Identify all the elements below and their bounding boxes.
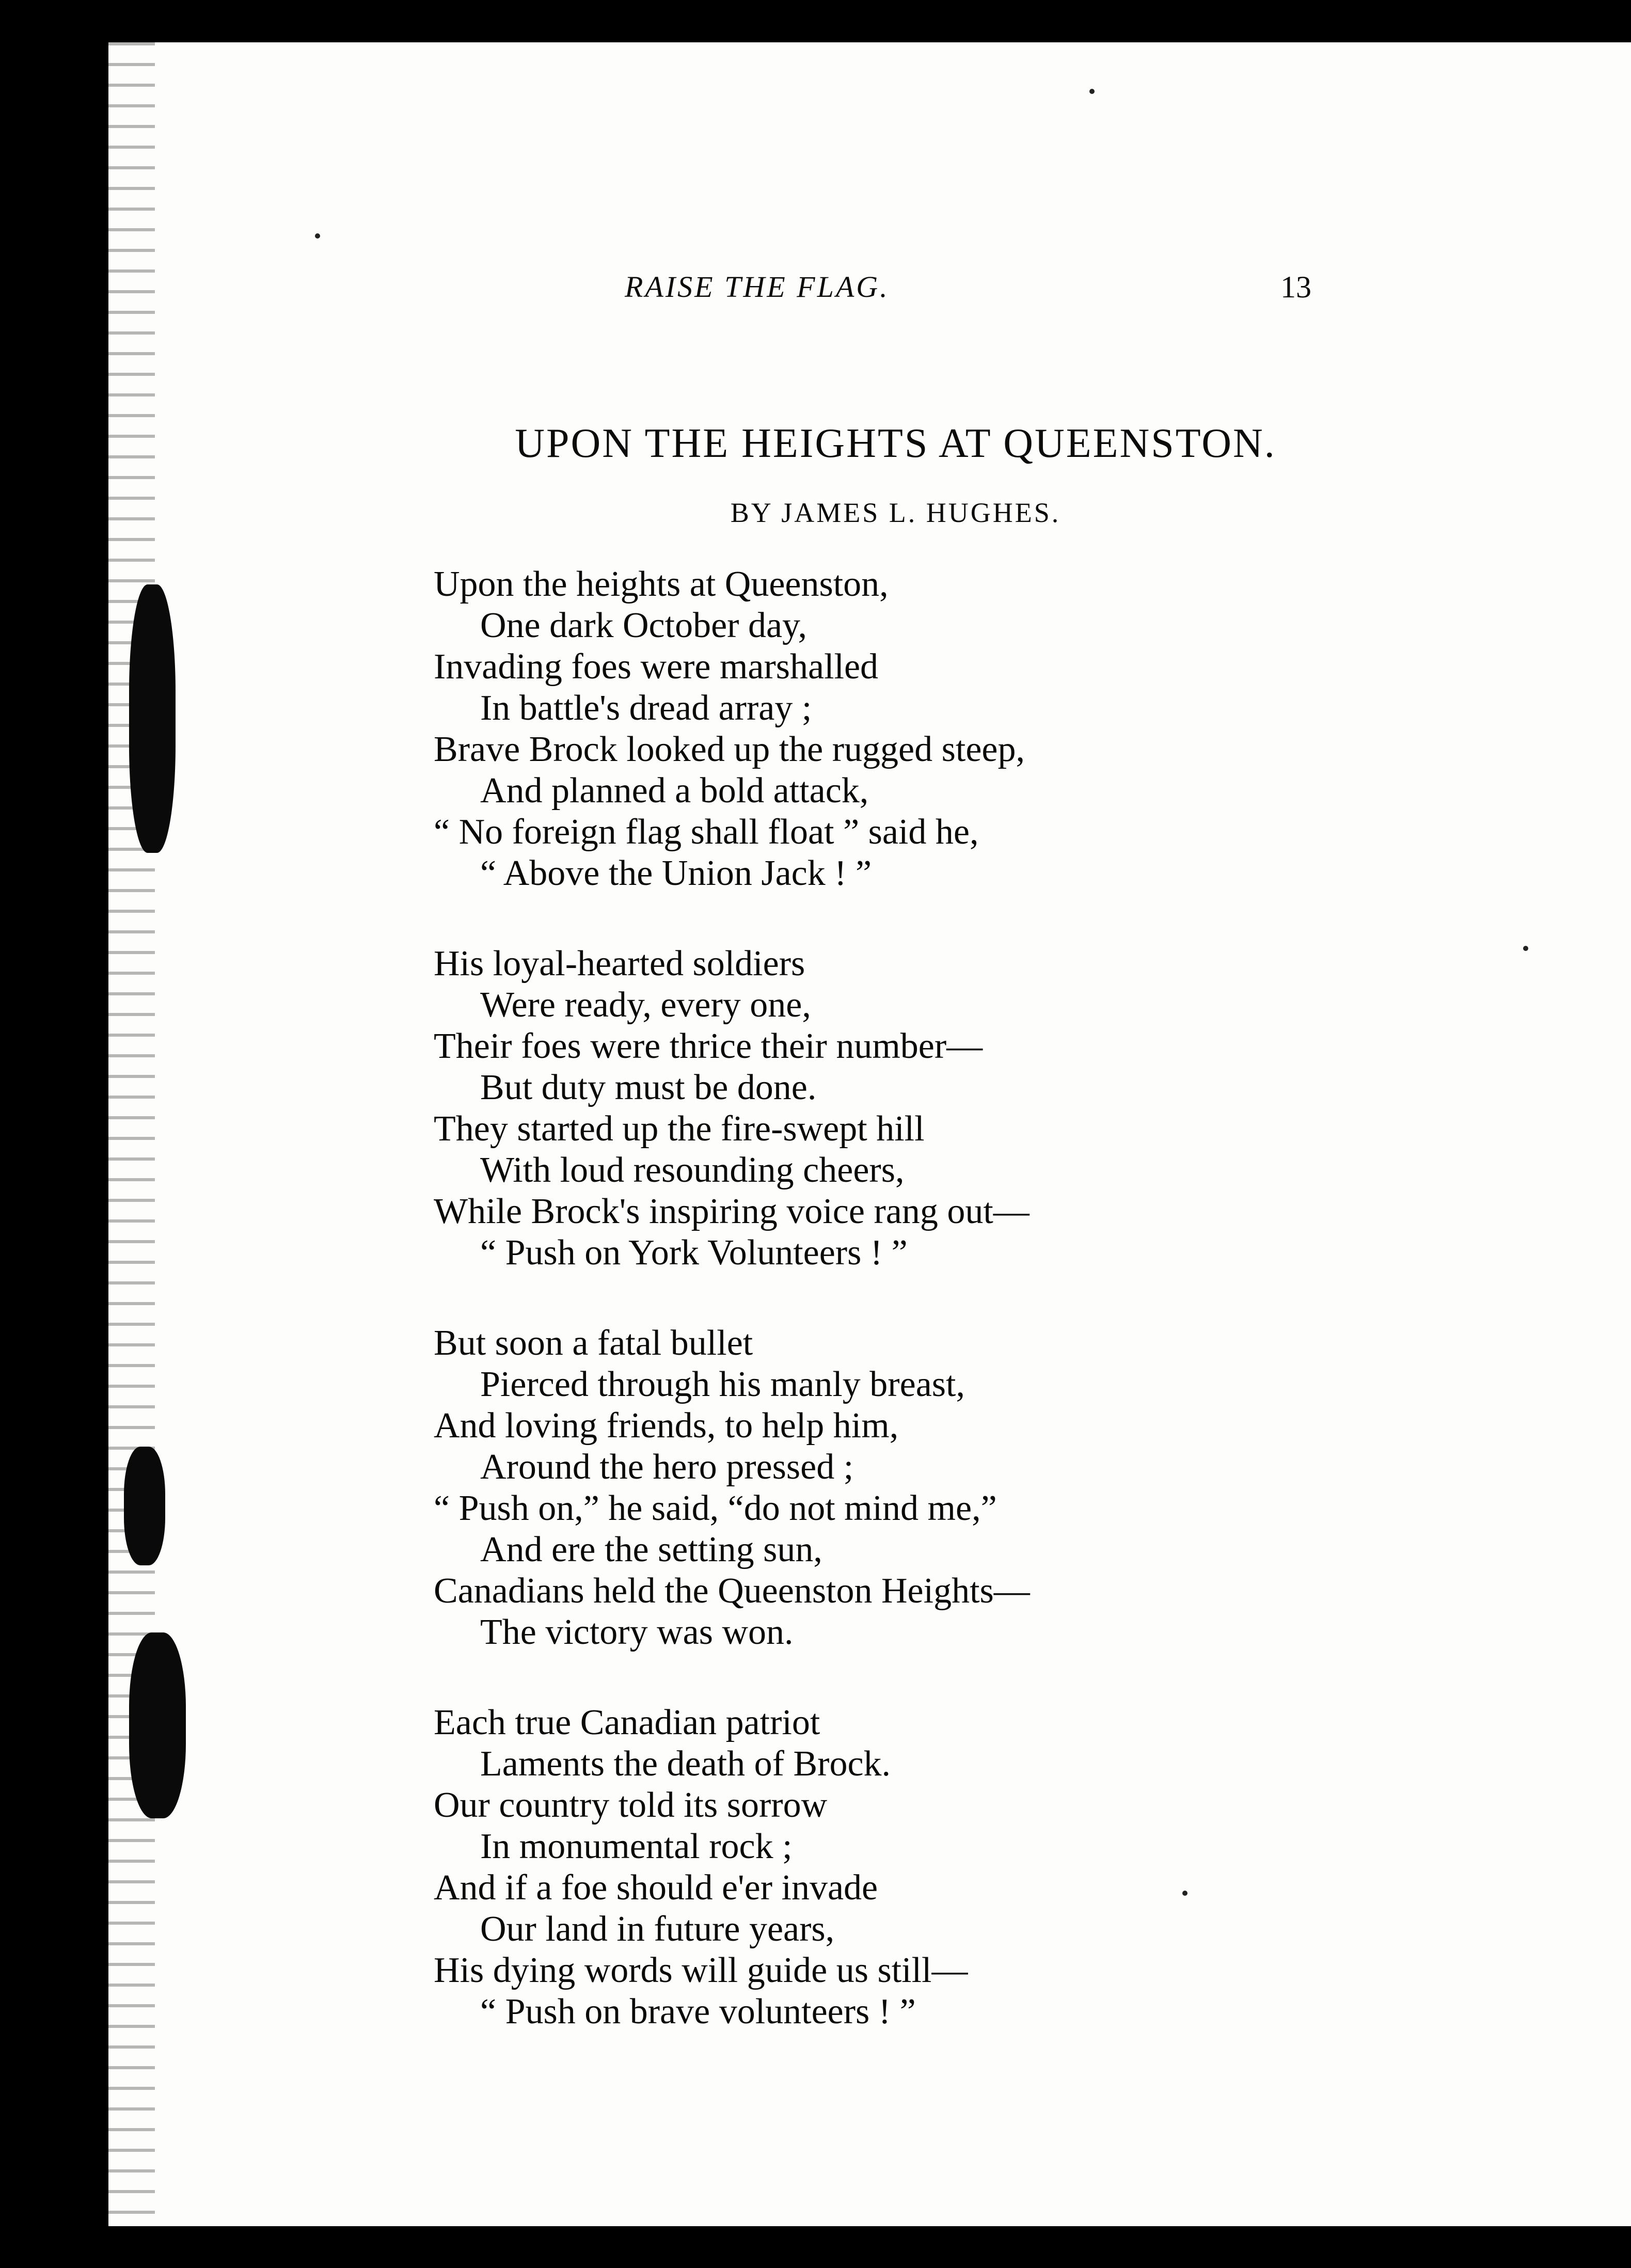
poem-body: [434, 564, 1415, 2082]
poem-line: And ere the setting sun,: [480, 1530, 822, 1569]
speck: [1089, 89, 1095, 94]
stanza-4: [434, 1702, 1415, 2033]
poem-title: UPON THE HEIGHTS AT QUEENSTON.: [515, 421, 1276, 466]
page-number: 13: [1280, 270, 1311, 304]
poem-line: In battle's dread array ;: [480, 688, 812, 728]
poem-line: And if a foe should e'er invade: [434, 1868, 878, 1908]
poem-line: Our country told its sorrow: [434, 1785, 828, 1825]
poem-line: His loyal-hearted soldiers: [434, 944, 805, 984]
poem-line: Brave Brock looked up the rugged steep,: [434, 729, 1025, 769]
poem-line: But duty must be done.: [480, 1068, 817, 1107]
poem-line: While Brock's inspiring voice rang out—: [434, 1192, 1030, 1231]
running-head-title: RAISE THE FLAG.: [625, 270, 890, 304]
poem-line: But soon a fatal bullet: [434, 1323, 753, 1363]
poem-line: His dying words will guide us still—: [434, 1950, 968, 1990]
poem-line: They started up the fire-swept hill: [434, 1109, 925, 1149]
ink-blot: [124, 1447, 165, 1565]
poem-line: Were ready, every one,: [480, 985, 811, 1025]
poem-line: And loving friends, to help him,: [434, 1406, 899, 1446]
poem-byline: BY JAMES L. HUGHES.: [730, 497, 1061, 528]
stanza-2: [434, 943, 1415, 1274]
poem-line: “ Push on brave volunteers ! ”: [480, 1992, 916, 2032]
speck: [1523, 946, 1528, 951]
poem-line: In monumental rock ;: [480, 1827, 793, 1866]
poem-line: Laments the death of Brock.: [480, 1744, 891, 1784]
stanza-1: [434, 564, 1415, 894]
poem-line: Each true Canadian patriot: [434, 1703, 820, 1742]
binding-edge: [108, 42, 155, 2226]
poem-line: With loud resounding cheers,: [480, 1150, 905, 1190]
poem-line: “ Above the Union Jack ! ”: [480, 853, 872, 893]
book-page: [108, 42, 1631, 2226]
stanza-3: [434, 1323, 1415, 1653]
poem-line: Around the hero pressed ;: [480, 1447, 854, 1487]
poem-line: “ Push on,” he said, “do not mind me,”: [434, 1488, 997, 1528]
poem-line: Our land in future years,: [480, 1909, 835, 1949]
poem-line: Canadians held the Queenston Heights—: [434, 1571, 1030, 1611]
ink-blot: [129, 584, 176, 853]
poem-line: Their foes were thrice their number—: [434, 1026, 983, 1066]
poem-line: The victory was won.: [480, 1612, 794, 1652]
poem-line: “ Push on York Volunteers ! ”: [480, 1233, 908, 1273]
running-head: [108, 269, 1631, 316]
poem-line: One dark October day,: [480, 606, 807, 645]
poem-line: “ No foreign flag shall float ” said he,: [434, 812, 979, 852]
ink-blot: [129, 1632, 186, 1818]
poem-line: Pierced through his manly breast,: [480, 1365, 965, 1404]
poem-line: Invading foes were marshalled: [434, 647, 879, 687]
poem-line: And planned a bold attack,: [480, 771, 869, 811]
speck: [315, 233, 320, 239]
poem-line: Upon the heights at Queenston,: [434, 564, 889, 604]
